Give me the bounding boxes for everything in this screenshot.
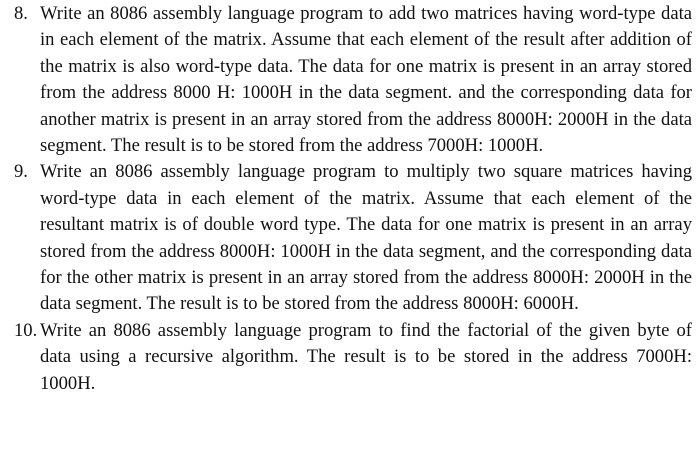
question-list bbox=[0, 1, 692, 397]
question-number: 10. bbox=[14, 319, 38, 341]
question-number: 9. bbox=[14, 161, 28, 183]
question-number: 8. bbox=[14, 3, 28, 24]
question-9 bbox=[0, 159, 692, 317]
question-10 bbox=[0, 318, 692, 397]
question-text: Write an 8086 assembly language program to add two matrices having word-type data in each element of the matrix. Assume that each element of the result after addition of the matrix is also word-type data. The data for one matrix is present in an array stored from the address 8000 H: 1000H in the data segment. and the corresponding data for another matrix is present in an array stored from the address 8000H: 2000H in the data segment. The result is to be stored from the address 7000H: 1000H. bbox=[40, 3, 692, 157]
question-8 bbox=[0, 1, 692, 159]
question-text: Write an 8086 assembly language program to find the factorial of the given byte of data using a recursive algorithm. The result is to be stored in the address 7000H: 1000H. bbox=[40, 319, 692, 394]
question-text: Write an 8086 assembly language program to multiply two square matrices having word-type data in each element of the matrix. Assume that each element of the resultant matrix is of double word type. The data for one matrix is present in an array stored from the address 8000H: 1000H in the data segment, and the corresponding data for the other matrix is present in an array stored from the address 8000H: 2000H in the data segment. The result is to be stored from the address 8000H: 6000H. bbox=[40, 161, 692, 315]
